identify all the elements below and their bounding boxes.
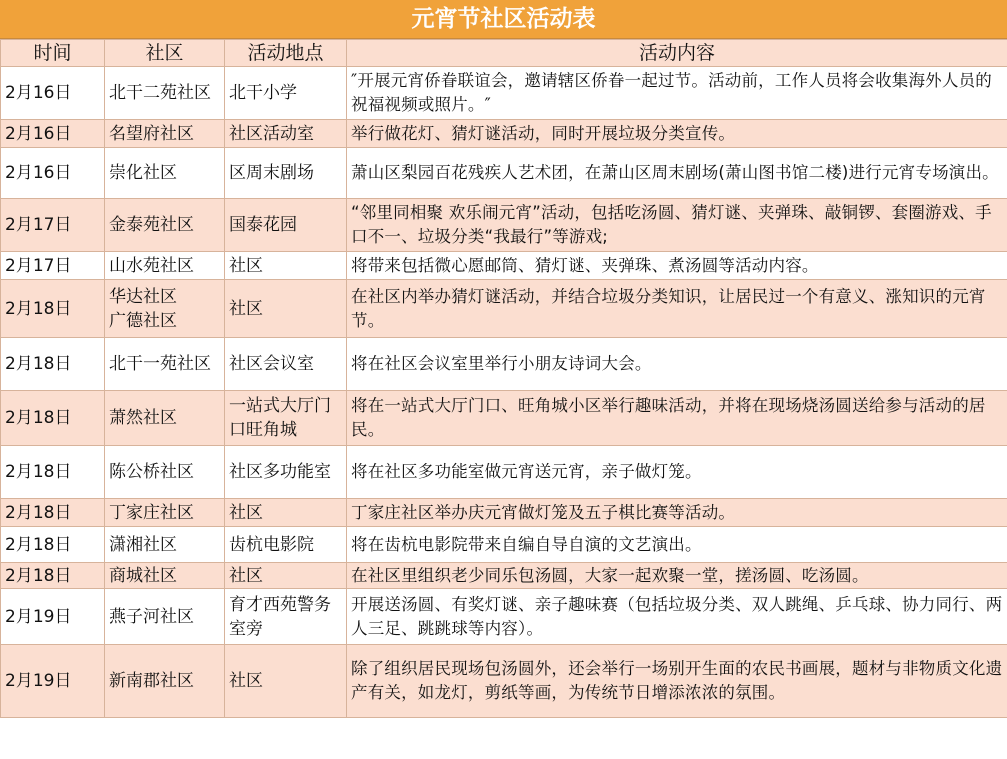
row-date: 2月18日 bbox=[1, 446, 105, 499]
row-date: 2月16日 bbox=[1, 67, 105, 120]
row-location: 社区会议室 bbox=[225, 338, 347, 391]
row-community: 陈公桥社区 bbox=[105, 446, 225, 499]
row-content: 丁家庄社区举办庆元宵做灯笼及五子棋比赛等活动。 bbox=[347, 499, 1007, 527]
row-community: 崇化社区 bbox=[105, 148, 225, 199]
row-date: 2月18日 bbox=[1, 280, 105, 338]
row-content: ″开展元宵侨眷联谊会，邀请辖区侨眷一起过节。活动前，工作人员将会收集海外人员的祝福视频或照片。″ bbox=[347, 67, 1007, 120]
row-location: 社区多功能室 bbox=[225, 446, 347, 499]
row-location: 社区 bbox=[225, 499, 347, 527]
row-date: 2月17日 bbox=[1, 252, 105, 280]
table-row bbox=[1, 563, 1007, 589]
row-content: 将带来包括微心愿邮筒、猜灯谜、夹弹珠、煮汤圆等活动内容。 bbox=[347, 252, 1007, 280]
table-row bbox=[1, 199, 1007, 252]
row-community: 萧然社区 bbox=[105, 391, 225, 446]
row-content: 萧山区梨园百花残疾人艺术团，在萧山区周末剧场(萧山图书馆二楼)进行元宵专场演出。 bbox=[347, 148, 1007, 199]
row-date: 2月18日 bbox=[1, 391, 105, 446]
row-content: 举行做花灯、猜灯谜活动，同时开展垃圾分类宣传。 bbox=[347, 120, 1007, 148]
row-content: 将在齿杭电影院带来自编自导自演的文艺演出。 bbox=[347, 527, 1007, 563]
row-community: 山水苑社区 bbox=[105, 252, 225, 280]
row-content: 除了组织居民现场包汤圆外，还会举行一场别开生面的农民书画展，题材与非物质文化遗产有关，如龙灯，剪纸等画，为传统节日增添浓浓的氛围。 bbox=[347, 645, 1007, 718]
row-content: 在社区内举办猜灯谜活动，并结合垃圾分类知识，让居民过一个有意义、涨知识的元宵节。 bbox=[347, 280, 1007, 338]
row-location: 社区 bbox=[225, 280, 347, 338]
row-location: 北干小学 bbox=[225, 67, 347, 120]
row-community: 新南郡社区 bbox=[105, 645, 225, 718]
table-row bbox=[1, 391, 1007, 446]
header-community: 社区 bbox=[105, 40, 225, 67]
row-community: 商城社区 bbox=[105, 563, 225, 589]
row-content: 将在社区多功能室做元宵送元宵，亲子做灯笼。 bbox=[347, 446, 1007, 499]
row-location: 国泰花园 bbox=[225, 199, 347, 252]
row-location: 育才西苑警务室旁 bbox=[225, 589, 347, 645]
row-location: 齿杭电影院 bbox=[225, 527, 347, 563]
row-community: 潇湘社区 bbox=[105, 527, 225, 563]
table-row bbox=[1, 499, 1007, 527]
row-location: 社区 bbox=[225, 563, 347, 589]
table-row bbox=[1, 280, 1007, 338]
row-community: 名望府社区 bbox=[105, 120, 225, 148]
row-location: 社区 bbox=[225, 645, 347, 718]
table-row bbox=[1, 252, 1007, 280]
row-community: 丁家庄社区 bbox=[105, 499, 225, 527]
table-title: 元宵节社区活动表 bbox=[0, 0, 1007, 39]
table-row bbox=[1, 338, 1007, 391]
row-location: 区周末剧场 bbox=[225, 148, 347, 199]
row-content: 将在社区会议室里举行小朋友诗词大会。 bbox=[347, 338, 1007, 391]
row-date: 2月16日 bbox=[1, 148, 105, 199]
row-location: 社区 bbox=[225, 252, 347, 280]
table-row bbox=[1, 589, 1007, 645]
row-community: 北干二苑社区 bbox=[105, 67, 225, 120]
row-date: 2月18日 bbox=[1, 499, 105, 527]
table-row bbox=[1, 120, 1007, 148]
row-date: 2月17日 bbox=[1, 199, 105, 252]
row-date: 2月16日 bbox=[1, 120, 105, 148]
row-date: 2月18日 bbox=[1, 563, 105, 589]
header-location: 活动地点 bbox=[225, 40, 347, 67]
row-community: 金泰苑社区 bbox=[105, 199, 225, 252]
row-date: 2月19日 bbox=[1, 645, 105, 718]
row-community: 燕子河社区 bbox=[105, 589, 225, 645]
activity-table bbox=[0, 39, 1007, 718]
row-community: 北干一苑社区 bbox=[105, 338, 225, 391]
table-row bbox=[1, 148, 1007, 199]
row-content: “邻里同相聚 欢乐闹元宵”活动，包括吃汤圆、猜灯谜、夹弹珠、敲铜锣、套圈游戏、手口不一、垃圾分类“我最行”等游戏; bbox=[347, 199, 1007, 252]
row-community: 华达社区 广德社区 bbox=[105, 280, 225, 338]
row-date: 2月18日 bbox=[1, 338, 105, 391]
row-content: 在社区里组织老少同乐包汤圆，大家一起欢聚一堂，搓汤圆、吃汤圆。 bbox=[347, 563, 1007, 589]
row-content: 开展送汤圆、有奖灯谜、亲子趣味赛（包括垃圾分类、双人跳绳、乒乓球、协力同行、两人三足、跳跳球等内容）。 bbox=[347, 589, 1007, 645]
row-date: 2月18日 bbox=[1, 527, 105, 563]
row-date: 2月19日 bbox=[1, 589, 105, 645]
table-row bbox=[1, 645, 1007, 718]
header-content: 活动内容 bbox=[347, 40, 1007, 67]
row-content: 将在一站式大厅门口、旺角城小区举行趣味活动，并将在现场烧汤圆送给参与活动的居民。 bbox=[347, 391, 1007, 446]
row-location: 社区活动室 bbox=[225, 120, 347, 148]
header-row bbox=[1, 40, 1007, 67]
row-location: 一站式大厅门口旺角城 bbox=[225, 391, 347, 446]
table-row bbox=[1, 527, 1007, 563]
table-row bbox=[1, 446, 1007, 499]
header-time: 时间 bbox=[1, 40, 105, 67]
table-row bbox=[1, 67, 1007, 120]
table-body bbox=[1, 67, 1007, 718]
